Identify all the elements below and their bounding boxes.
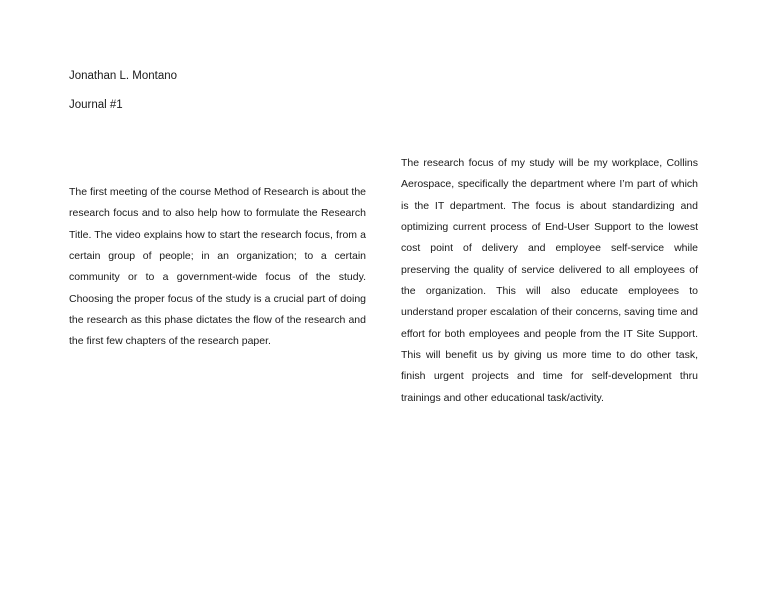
right-column-paragraph: The research focus of my study will be my workplace, Collins Aerospace, specifically the department where I’m part of which is the IT department. The focus is about standardizing and optimizing current process of End-User Support to the lowest cost point of delivery and employee self-service while preserving the quality of service delivered to all employees of the organization. This will also educate employees to understand proper escalation of their concerns, saving time and effort for both employees and people from the IT Site Support. This will benefit us by giving us more time to do other task, finish urgent projects and time for self-development thru trainings and other educational task/activity. bbox=[401, 157, 698, 404]
author-name: Jonathan L. Montano bbox=[69, 70, 178, 82]
left-column-paragraph: The first meeting of the course Method of Research is about the research focus and to also help how to formulate the Research Title. The video explains how to start the research focus, from a certain group of people; in an organization; to a certain community or to a government-wide focus of the study. Choosing the proper focus of the study is a crucial part of doing the research as this phase dictates the flow of the research and the first few chapters of the research paper. bbox=[69, 186, 366, 348]
journal-title: Journal #1 bbox=[69, 99, 123, 111]
